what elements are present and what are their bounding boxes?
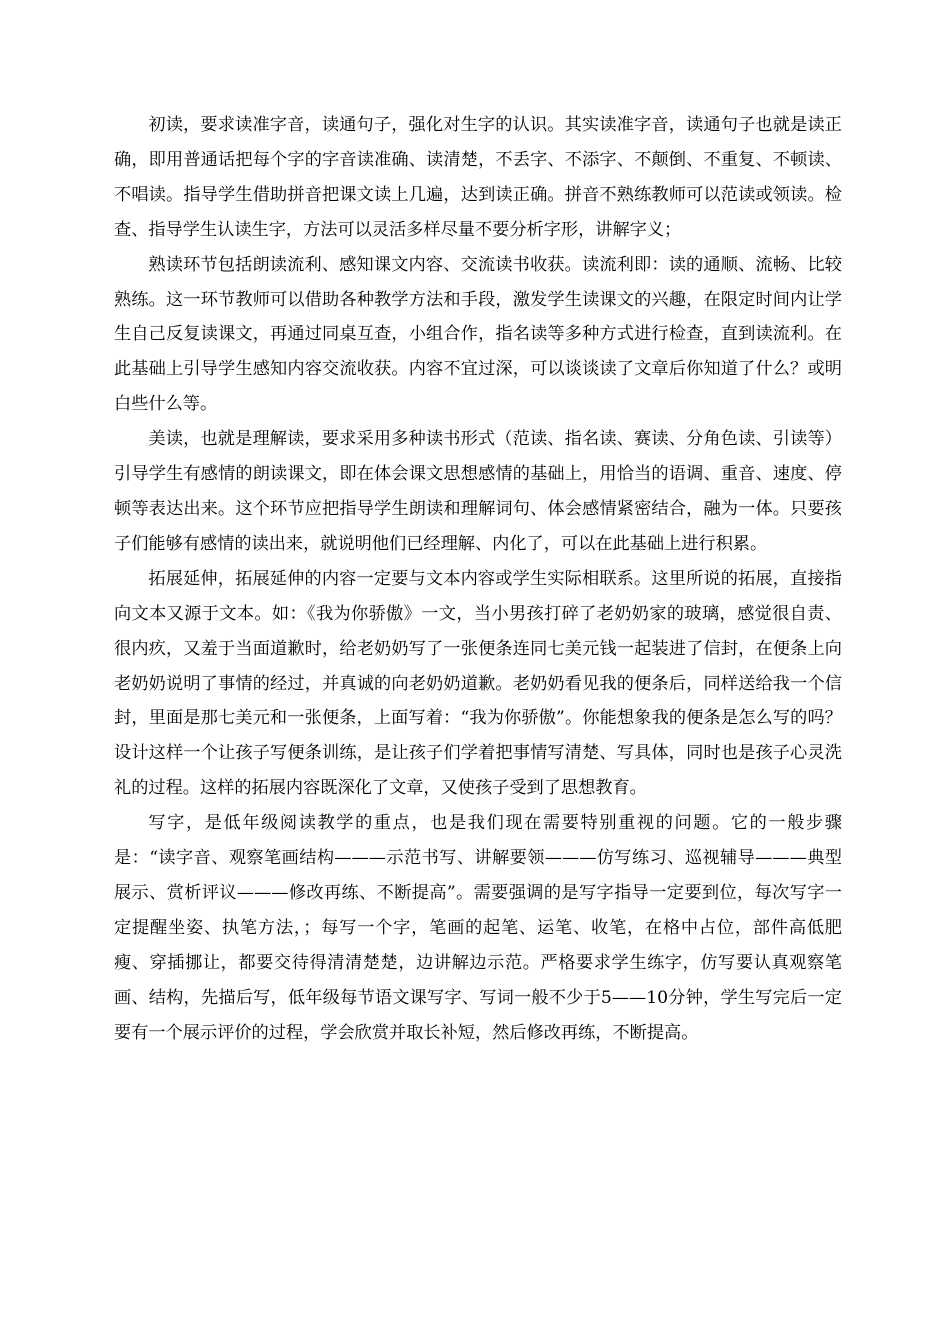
paragraph-first-reading: 初读，要求读准字音，读通句子，强化对生字的认识。其实读准字音，读通句子也就是读正确，即用普通话把每个字的字音读准确、读清楚，不丢字、不添字、不颠倒、不重复、不顿读、不唱读。指导学生借助拼音把课文读上几遍，达到读正确。拼音不熟练教师可以范读或领读。检查、指导学生认读生字，方法可以灵活多样尽量不要分析字形，讲解字义； <box>114 115 842 240</box>
paragraph-expressive-reading: 美读，也就是理解读，要求采用多种读书形式（范读、指名读、赛读、分角色读、引读等）引导学生有感情的朗读课文，即在体会课文思想感情的基础上，用恰当的语调、重音、速度、停顿等表达出来。这个环节应把指导学生朗读和理解词句、体会感情紧密结合，融为一体。只要孩子们能够有感情的读出来，就说明他们已经理解、内化了，可以在此基础上进行积累。 <box>114 429 842 554</box>
paragraph-writing: 写字，是低年级阅读教学的重点，也是我们现在需要特别重视的问题。它的一般步骤是：“读字音、观察笔画结构———示范书写、讲解要领———仿写练习、巡视辅导———典型展示、赏析评议———修改再练、不断提高”。需要强调的是写字指导一定要到位，每次写字一定提醒坐姿、执笔方法，；每写一个字，笔画的起笔、运笔、收笔，在格中占位，部件高低肥瘦、穿插挪让，都要交待得清清楚楚，边讲解边示范。严格要求学生练字，仿写要认真观察笔画、结构，先描后写，低年级每节语文课写字、写词一般不少于5——10分钟，学生写完后一定要有一个展示评价的过程，学会欣赏并取长补短，然后修改再练，不断提高。 <box>114 813 842 1043</box>
document-body <box>114 108 842 1050</box>
paragraph-fluent-reading: 熟读环节包括朗读流利、感知课文内容、交流读书收获。读流利即：读的通顺、流畅、比较熟练。这一环节教师可以借助各种教学方法和手段，激发学生读课文的兴趣，在限定时间内让学生自己反复读课文，再通过同桌互查，小组合作，指名读等多种方式进行检查，直到读流利。在此基础上引导学生感知内容交流收获。内容不宜过深，可以谈谈读了文章后你知道了什么？或明白些什么等。 <box>114 254 842 415</box>
paragraph-extension: 拓展延伸，拓展延伸的内容一定要与文本内容或学生实际相联系。这里所说的拓展，直接指向文本又源于文本。如：《我为你骄傲》一文，当小男孩打碎了老奶奶家的玻璃，感觉很自责、很内疚，又羞于当面道歉时，给老奶奶写了一张便条连同七美元钱一起装进了信封，在便条上向老奶奶说明了事情的经过，并真诚的向老奶奶道歉。老奶奶看见我的便条后，同样送给我一个信封，里面是那七美元和一张便条，上面写着：“我为你骄傲”。你能想象我的便条是怎么写的吗？设计这样一个让孩子写便条训练，是让孩子们学着把事情写清楚、写具体，同时也是孩子心灵洗礼的过程。这样的拓展内容既深化了文章，又使孩子受到了思想教育。 <box>114 568 842 799</box>
